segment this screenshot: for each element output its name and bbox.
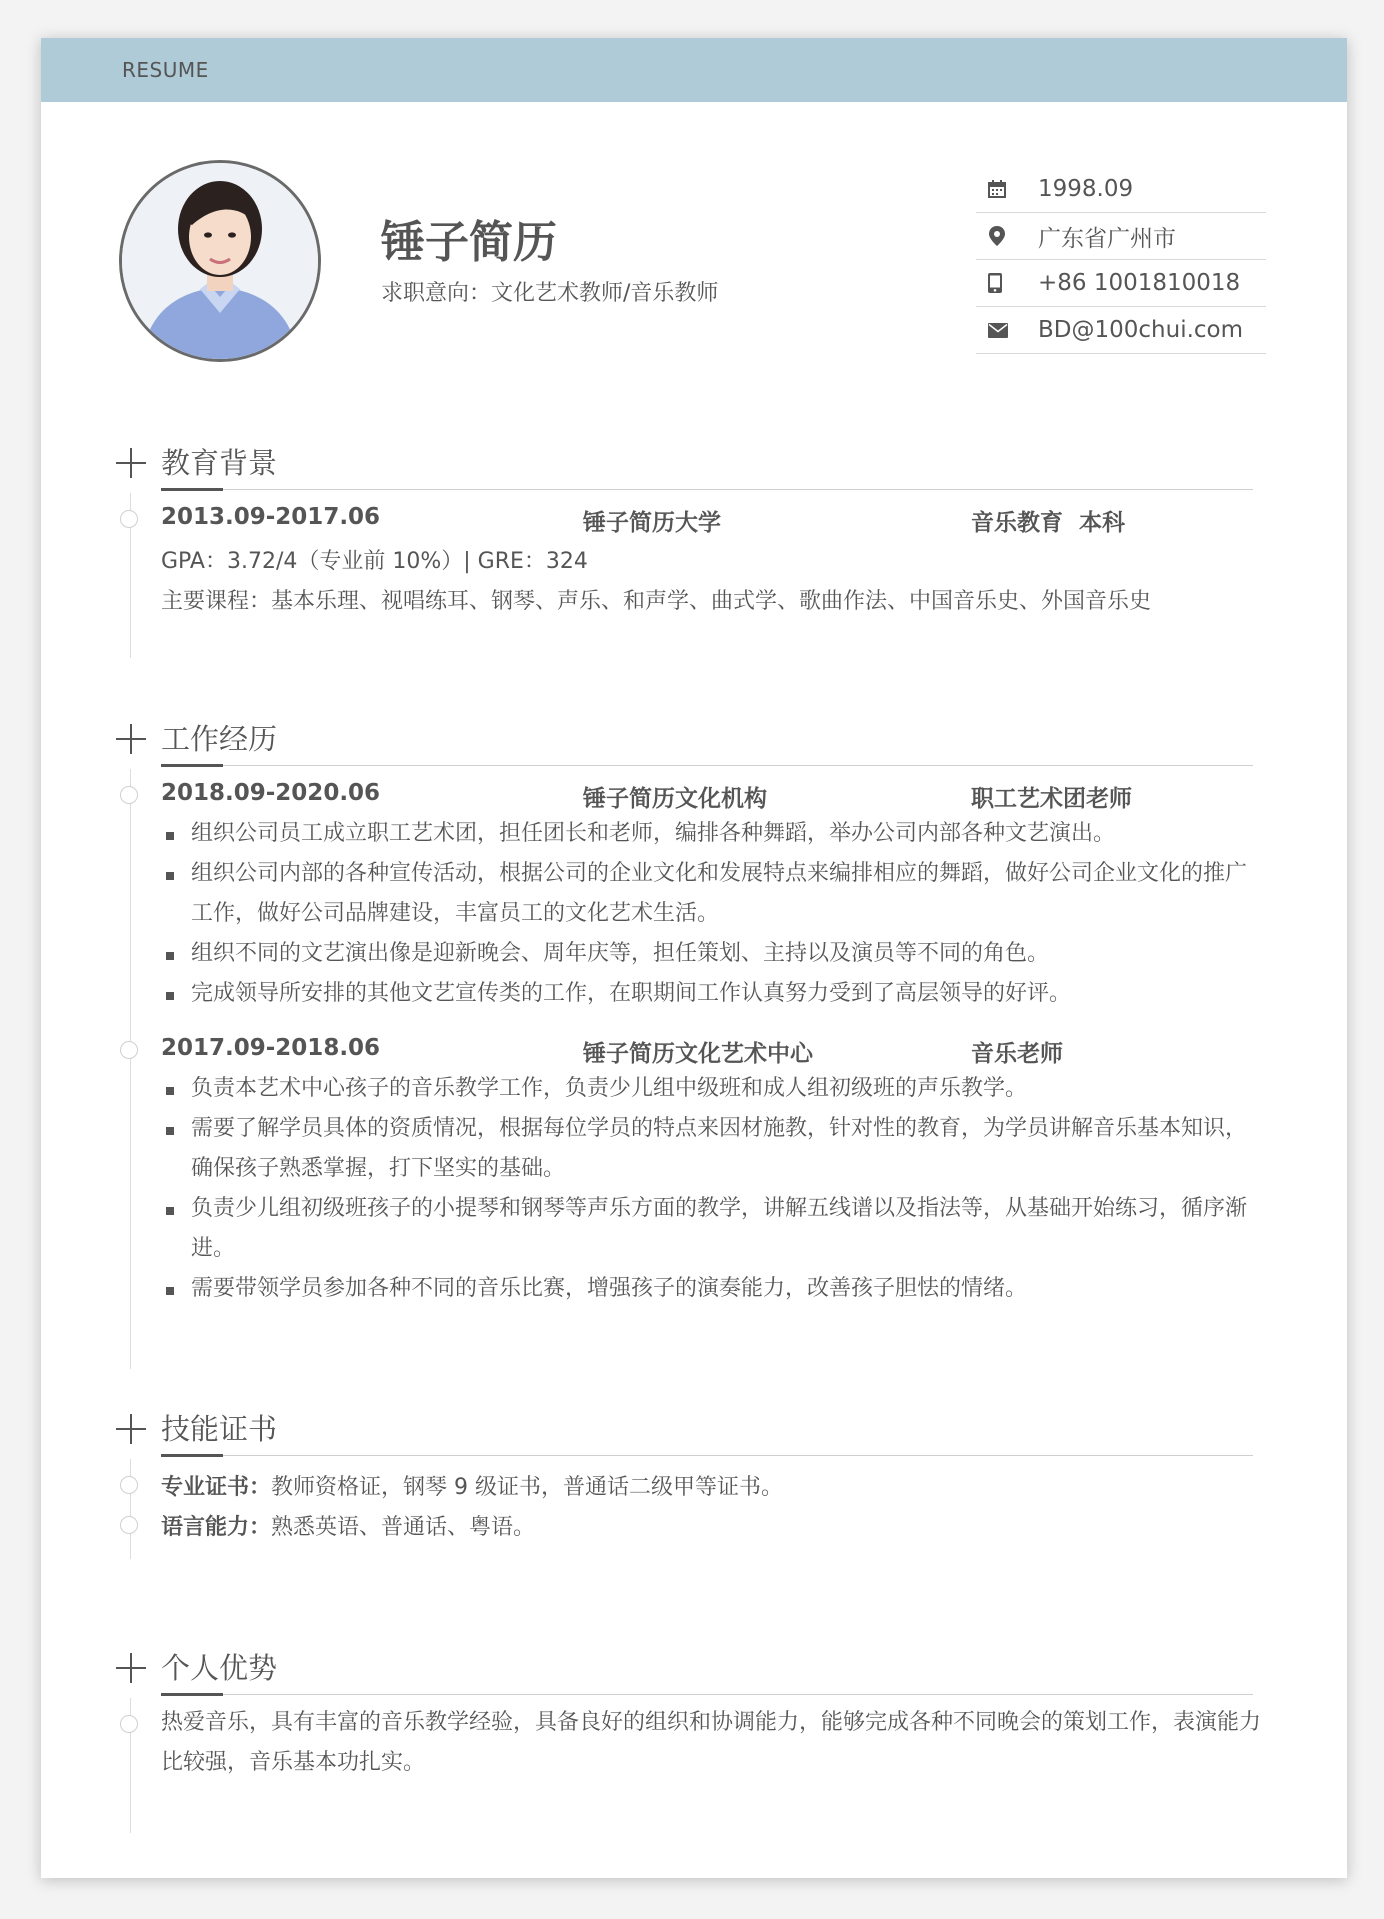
- job-1-duties: [161, 814, 1261, 1014]
- work-header: [116, 714, 1296, 768]
- email-value[interactable]: BD@100chui.com: [1038, 317, 1244, 343]
- contact-location: [976, 213, 1266, 260]
- timeline-dot: [120, 510, 138, 528]
- mail-icon: [976, 323, 1038, 338]
- section-divider-accent: [161, 764, 223, 767]
- certificates-label: 专业证书：: [161, 1475, 272, 1500]
- plus-icon: [116, 1414, 146, 1444]
- top-banner: [41, 38, 1347, 102]
- section-divider: [161, 1694, 1253, 1695]
- list-item: 负责少儿组初级班孩子的小提琴和钢琴等声乐方面的教学，讲解五线谱以及指法等，从基础开始练习，循序渐进。: [161, 1189, 1261, 1269]
- language-value: 熟悉英语、普通话、粤语。: [271, 1515, 536, 1540]
- job-1-role: 职工艺术团老师: [971, 786, 1132, 812]
- contact-email: [976, 307, 1266, 354]
- skills-section: [116, 1404, 1296, 1604]
- timeline-line: [130, 1459, 131, 1559]
- section-divider-accent: [161, 1693, 223, 1696]
- education-degree: 音乐教育 本科: [971, 510, 1126, 536]
- advantage-section: [116, 1643, 1296, 1843]
- location-pin-icon: [976, 226, 1038, 246]
- education-period: 2013.09-2017.06: [161, 504, 381, 530]
- timeline-dot: [120, 1715, 138, 1733]
- section-divider-accent: [161, 1454, 223, 1457]
- job-entry-1: [161, 780, 1253, 814]
- calendar-icon: [976, 180, 1038, 198]
- list-item: 需要带领学员参加各种不同的音乐比赛，增强孩子的演奏能力，改善孩子胆怯的情绪。: [161, 1269, 1261, 1309]
- list-item: 组织公司员工成立职工艺术团，担任团长和老师，编排各种舞蹈，举办公司内部各种文艺演出。: [161, 814, 1261, 854]
- location-value: 广东省广州市: [1038, 225, 1176, 252]
- job-2-role: 音乐老师: [971, 1041, 1063, 1067]
- certificates-value: 教师资格证，钢琴 9 级证书，普通话二级甲等证书。: [271, 1475, 784, 1500]
- resume-label: RESUME: [122, 58, 209, 82]
- language-label: 语言能力：: [161, 1515, 272, 1540]
- education-header: [116, 438, 1296, 492]
- avatar: [119, 160, 321, 362]
- work-section: [116, 714, 1296, 1374]
- timeline-dot: [120, 786, 138, 804]
- portrait-photo: [122, 163, 318, 359]
- advantage-header: [116, 1643, 1296, 1697]
- job-intention: 求职意向：文化艺术教师/音乐教师: [381, 281, 719, 306]
- resume-page: [41, 38, 1347, 1878]
- job-entry-2: [161, 1035, 1253, 1069]
- list-item: 组织不同的文艺演出像是迎新晚会、周年庆等，担任策划、主持以及演员等不同的角色。: [161, 934, 1261, 974]
- candidate-name: 锤子简历: [381, 217, 557, 268]
- timeline-line: [130, 769, 131, 1369]
- education-title: 教育背景: [161, 446, 278, 480]
- language-line: [161, 1510, 535, 1541]
- skills-header: [116, 1404, 1296, 1458]
- education-school: 锤子简历大学: [583, 510, 721, 536]
- phone-icon: [976, 273, 1038, 293]
- contact-list: [976, 166, 1266, 354]
- plus-icon: [116, 724, 146, 754]
- advantage-title: 个人优势: [161, 1651, 278, 1685]
- education-section: [116, 438, 1296, 668]
- contact-birthdate: [976, 166, 1266, 213]
- job-2-org: 锤子简历文化艺术中心: [583, 1041, 813, 1067]
- work-title: 工作经历: [161, 722, 278, 756]
- plus-icon: [116, 1653, 146, 1683]
- section-divider: [161, 765, 1253, 766]
- job-2-duties: [161, 1069, 1261, 1309]
- timeline-dot: [120, 1041, 138, 1059]
- education-courses: 主要课程：基本乐理、视唱练耳、钢琴、声乐、和声学、曲式学、歌曲作法、中国音乐史、外国音乐史: [161, 589, 1152, 614]
- list-item: 组织公司内部的各种宣传活动，根据公司的企业文化和发展特点来编排相应的舞蹈，做好公司企业文化的推广工作，做好公司品牌建设，丰富员工的文化艺术生活。: [161, 854, 1261, 934]
- advantage-text: 热爱音乐，具有丰富的音乐教学经验，具备良好的组织和协调能力，能够完成各种不同晚会的策划工作，表演能力比较强，音乐基本功扎实。: [161, 1710, 1262, 1775]
- section-divider-accent: [161, 488, 223, 491]
- job-1-period: 2018.09-2020.06: [161, 780, 381, 806]
- certificates-line: [161, 1470, 783, 1501]
- section-divider: [161, 1455, 1253, 1456]
- timeline-dot: [120, 1476, 138, 1494]
- timeline-dot: [120, 1516, 138, 1534]
- skills-title: 技能证书: [161, 1412, 278, 1446]
- birthdate-value: 1998.09: [1038, 176, 1134, 202]
- job-1-org: 锤子简历文化机构: [583, 786, 767, 812]
- list-item: 需要了解学员具体的资质情况，根据每位学员的特点来因材施教，针对性的教育，为学员讲解音乐基本知识，确保孩子熟悉掌握，打下坚实的基础。: [161, 1109, 1261, 1189]
- phone-value[interactable]: +86 1001810018: [1038, 270, 1241, 296]
- section-divider: [161, 489, 1253, 490]
- plus-icon: [116, 448, 146, 478]
- list-item: 负责本艺术中心孩子的音乐教学工作，负责少儿组中级班和成人组初级班的声乐教学。: [161, 1069, 1261, 1109]
- education-gpa: GPA：3.72/4（专业前 10%）| GRE：324: [161, 549, 588, 574]
- education-entry: [161, 504, 1253, 538]
- contact-phone: [976, 260, 1266, 307]
- job-2-period: 2017.09-2018.06: [161, 1035, 381, 1061]
- list-item: 完成领导所安排的其他文艺宣传类的工作，在职期间工作认真努力受到了高层领导的好评。: [161, 974, 1261, 1014]
